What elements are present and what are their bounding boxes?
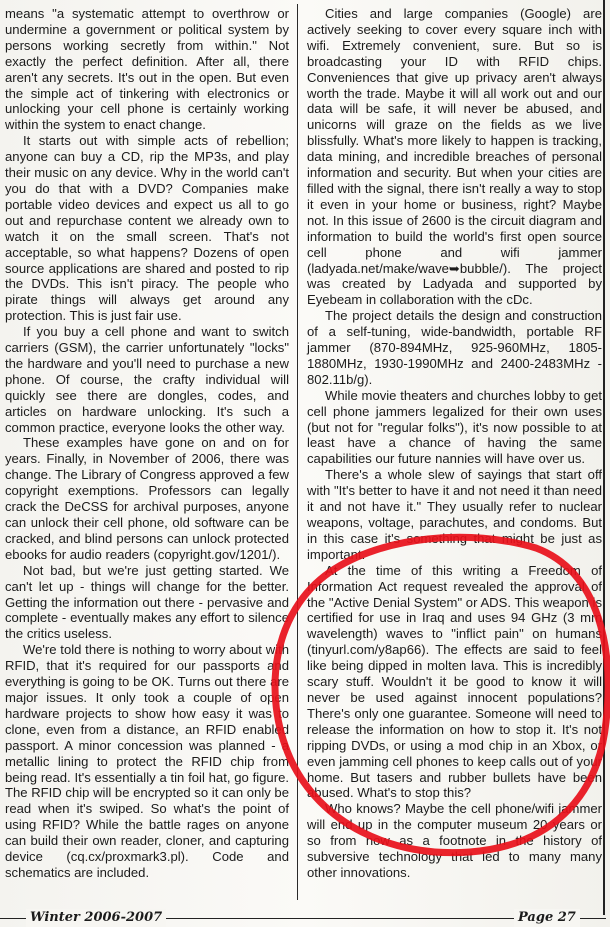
right-paragraph-4: There's a whole slew of sayings that start off with "It's better to have it and not need it than need it and not have it." They usually refer to nuclear weapons, voltage, parachutes, and condoms. But in this case it's something that might be just as important. [307,467,602,562]
footer-issue-label: Winter 2006-2007 [26,909,166,927]
left-paragraph-3: If you buy a cell phone and want to switch carriers (GSM), the carrier unfortunately "locks" the hardware and you'll need to purchase a new phone. Of course, the crafty individual will quickly see there are dongles, codes, and articles on hardware unlocking. It's such a common practice, everyone looks the other way. [5,324,289,435]
left-paragraph-1: means "a systematic attempt to overthrow or undermine a government or political system by persons working secretly from within." Not exactly the perfect definition. After all, there aren't any secrets. It's out in the open. But even the simple act of tinkering with electronics or unlocking your cell phone is certainly working within the system to enact change. [5,6,289,133]
right-paragraph-2: The project details the design and construction of a self-tuning, wide-bandwidth, portable RF jammer (870-894MHz, 925-960MHz, 1805-1880MHz, 1930-1990MHz and 2400-2483MHz - 802.11b/g). [307,308,602,387]
footer-page-number: Page 27 [514,909,580,927]
right-paragraph-1: Cities and large companies (Google) are actively seeking to cover every square inch with wifi. Extremely convenient, sure. But so is broadcasting your ID with RFID chips. Conveniences that give up privacy aren't always worth the trade. Maybe it will all work out and our data will be safe, it will never be abused, and unicorns will graze on the fields as we live blissfully. What's more likely to happen is tracking, data mining, and incredible breaches of personal information and security. But when your cities are filled with the signal, there isn't really a way to stop it even in your home or business, right? Maybe not. In this issue of 2600 is the circuit diagram and information to build the world's first open source cell phone and wifi jammer (ladyada.net/make/wave➥bubble/). The project was created by Ladyada and supported by Eyebeam in collaboration with the cDc. [307,6,602,308]
right-paragraph-3: While movie theaters and churches lobby to get cell phone jammers legalized for their own uses (but not for "regular folks"), it's now possible to at least have a chance of having the same capabilities our future nannies will have over us. [307,387,602,467]
left-paragraph-4: These examples have gone on and on for years. Finally, in November of 2006, there was change. The Library of Congress approved a few copyright exemptions. Professors can legally crack the DeCSS for archival purposes, anyone can unlock their cell phone, old software can be cracked, and blind persons can unlock protected ebooks for audio readers (copyright.gov/1201/). [5,435,289,562]
right-column [307,6,602,881]
left-column [5,6,289,881]
left-paragraph-5: Not bad, but we're just getting started. We can't let up - things will change for the better. Getting the information out there - pervasive and complete - eventually makes any effort to silence the critics useless. [5,562,289,642]
page-border-right [603,0,605,915]
right-paragraph-6: Who knows? Maybe the cell phone/wifi jammer will end up in the computer museum 20 years or so from now as a footnote in the history of subversive technology that led to many many other innovations. [307,801,602,880]
left-paragraph-2: It starts out with simple acts of rebellion; anyone can buy a CD, rip the MP3s, and play their music on any device. Why in the world can't you do that with a DVD? Companies make portable video devices and expect us all to go out and repurchase content we already own to watch it on the small screen. That's not acceptable, so what happens? Dozens of open source applications are shared and posted to rip the DVDs. This isn't piracy. The people who pirate things will always get around any protection. This is just fair use. [5,133,289,324]
left-paragraph-6: We're told there is nothing to worry about with RFID, that it's required for our passports and everything is going to be OK. Turns out there are major issues. It only took a couple of open hardware projects to show how easy it was to clone, even from a distance, an RFID enabled passport. A minor concession was planned - a metallic lining to protect the RFID chip from being read. It's essentially a tin foil hat, go figure. The RFID chip will be encrypted so it can only be read when it's swiped. So what's the point of using RFID? While the battle rages on anyone can build their own reader, cloner, and capturing device (cq.cx/proxmark3.pl). Code and schematics are included. [5,642,289,880]
page-footer [0,909,610,927]
column-divider [297,4,298,900]
right-paragraph-5: At the time of this writing a Freedom of Information Act request revealed the approval of the "Active Denial System" or ADS. This weapon is certified for use in Iraq and uses 94 GHz (3 mm wavelength) waves to "inflict pain" on humans (tinyurl.com/y8ap66). The effects are said to feel like being dipped in molten lava. This is incredibly scary stuff. Wouldn't it be good to know it will never be used against innocent populations? There's only one guarantee. Someone will need to release the information on how to stop it. It's not ripping DVDs, or using a mod chip in an Xbox, or even jamming cell phones to keep calls out of your home. But tasers and rubber bullets have been abused. What's to stop this? [307,562,602,801]
